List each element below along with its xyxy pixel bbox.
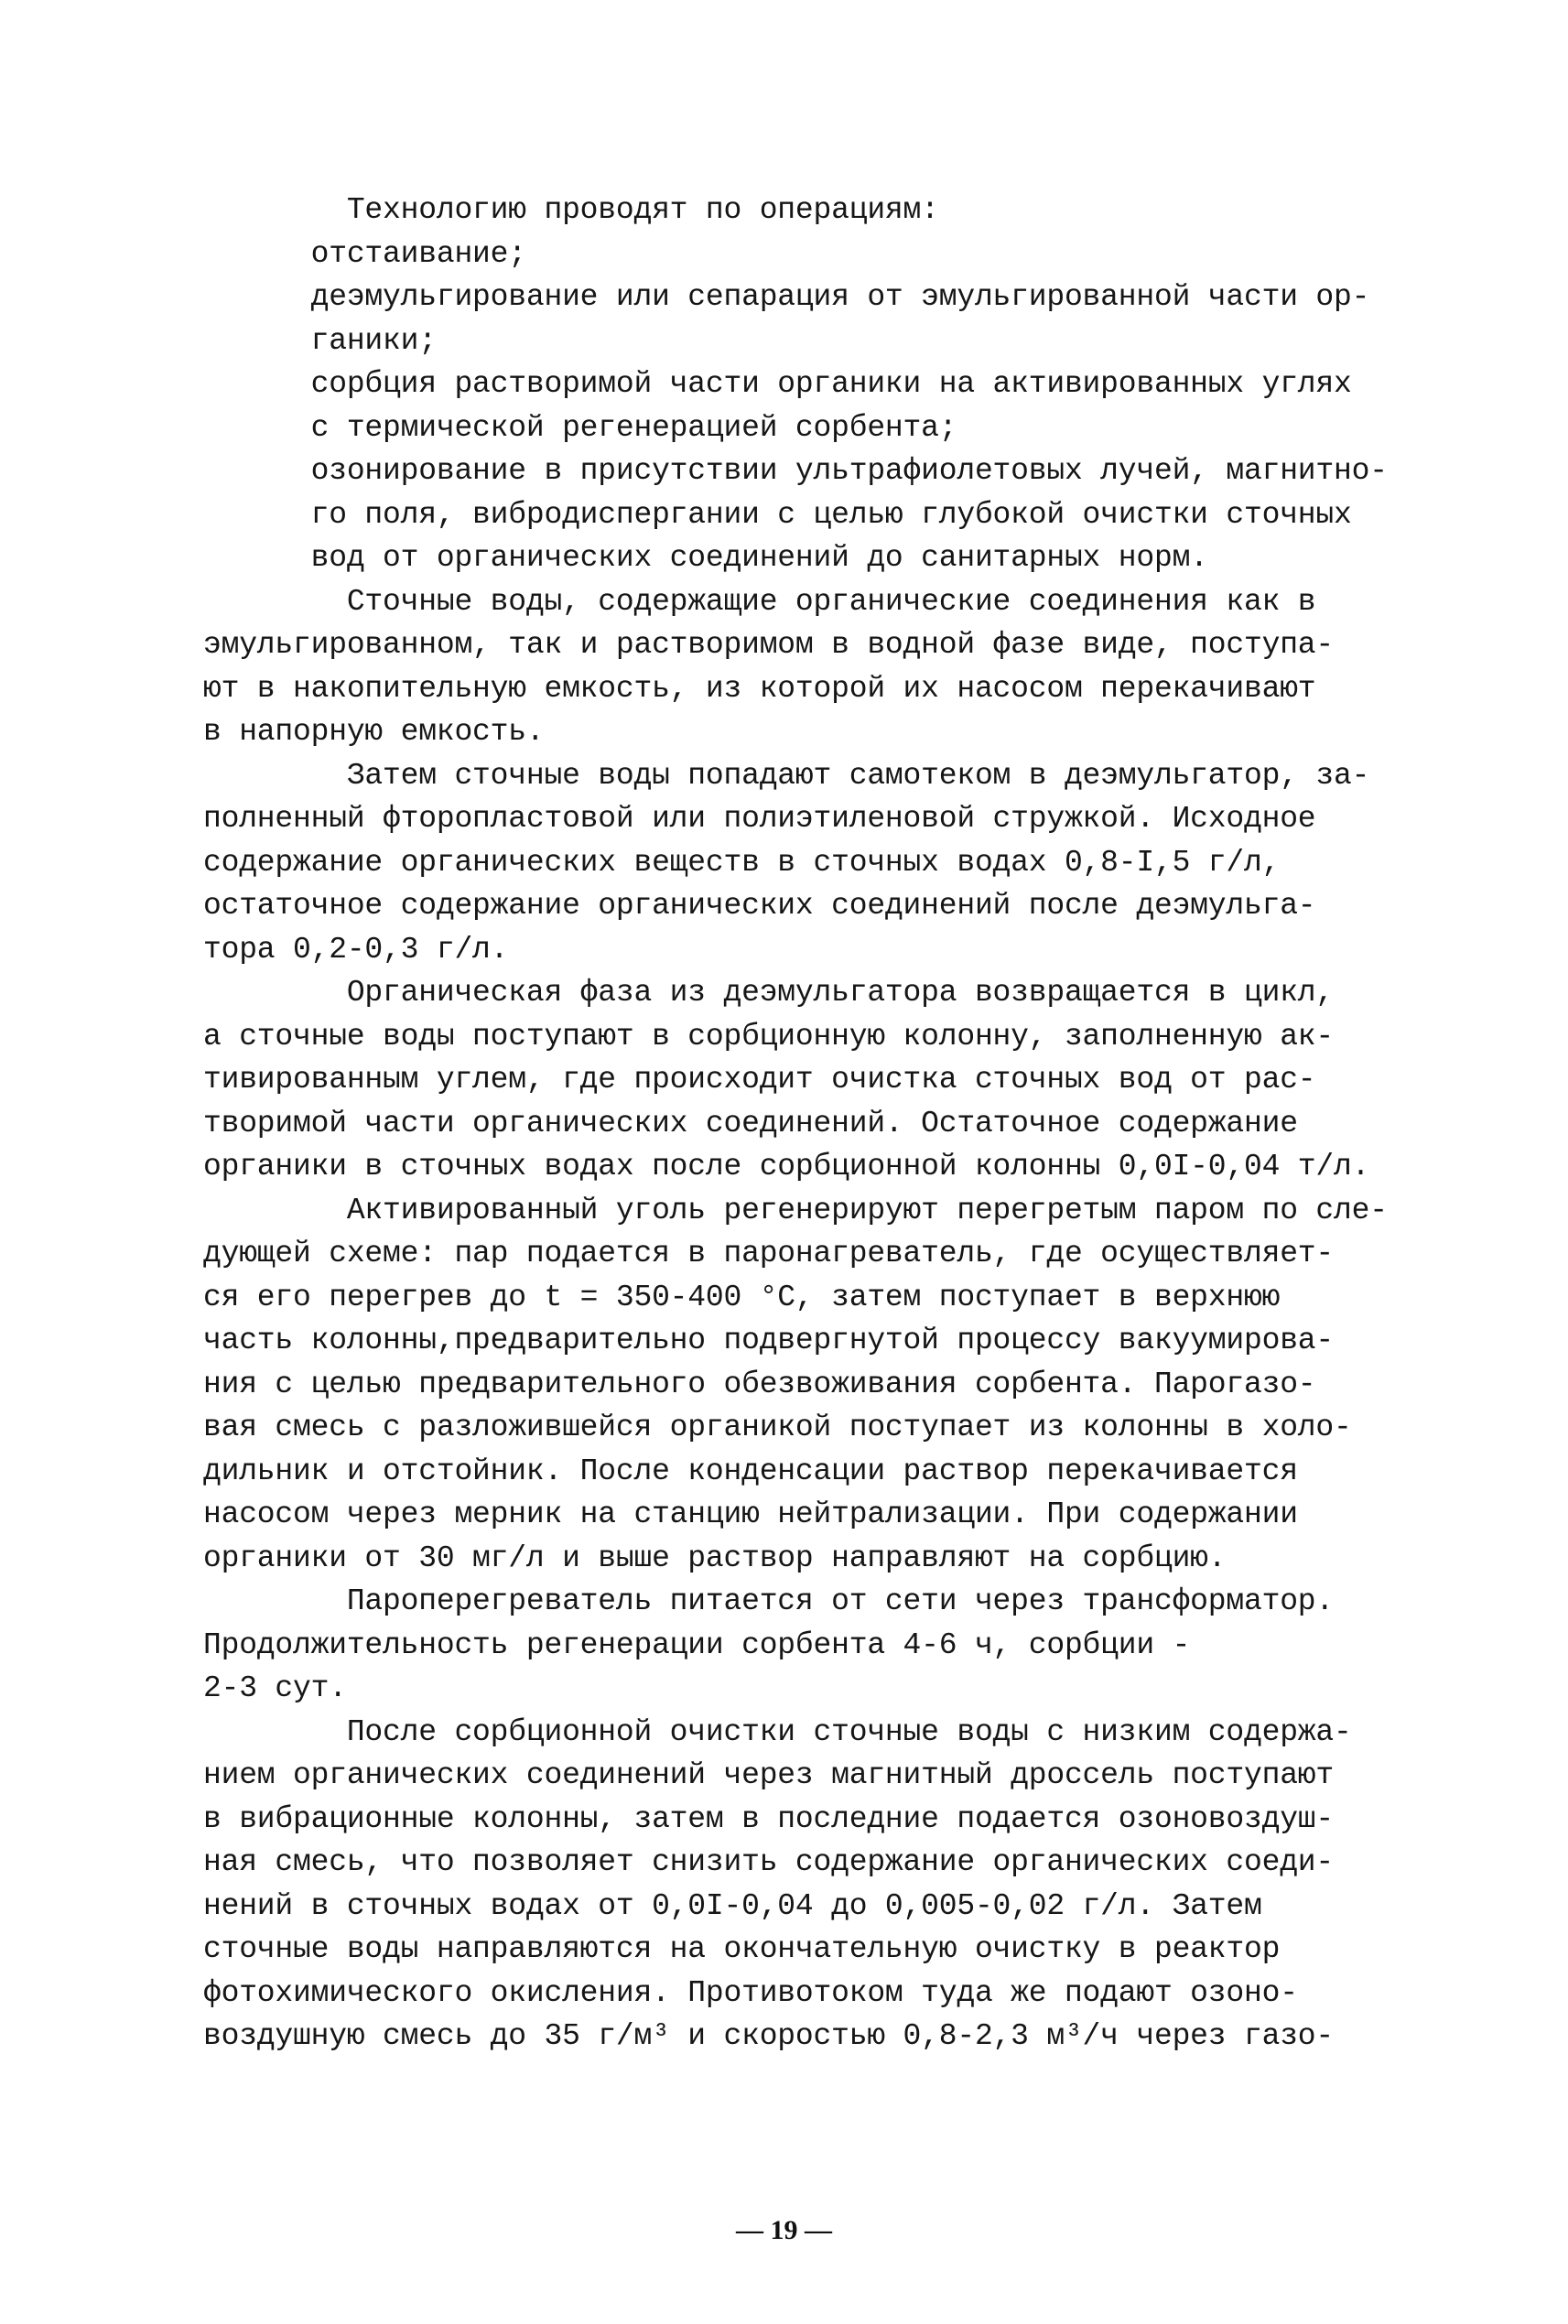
text-line: воздушную смесь до 35 г/м³ и скоростью 0,8-2,3 м³/ч через газо- [203,2019,1335,2053]
text-line: нием органических соединений через магнитный дроссель поступают [203,1758,1335,1792]
text-line: насосом через мерник на станцию нейтрализации. При содержании [203,1497,1298,1531]
text-line: деэмульгирование или сепарация от эмульгированной части ор- [203,280,1370,314]
text-line: эмульгированном, так и растворимом в водной фазе виде, поступа- [203,628,1335,662]
text-line: тора 0,2-0,3 г/л. [203,932,509,967]
text-line: ся его перегрев до t = 350-400 °C, затем поступает в верхнюю [203,1280,1281,1314]
text-line: Активированный уголь регенерируют перегретым паром по сле- [203,1193,1388,1227]
text-line: а сточные воды поступают в сорбционную колонну, заполненную ак- [203,1019,1335,1054]
text-line: сорбция растворимой части органики на активированных углях [203,367,1352,401]
text-line: Технологию проводят по операциям: [203,193,939,227]
text-line: Затем сточные воды попадают самотеком в деэмульгатор, за- [203,758,1370,793]
text-line: полненный фторопластовой или полиэтиленовой стружкой. Исходное [203,802,1316,836]
text-line: озонирование в присутствии ультрафиолетовых лучей, магнитно- [203,454,1388,488]
text-line: После сорбционной очистки сточные воды с низким содержа- [203,1714,1352,1749]
body-text [203,189,1393,2059]
text-line: в напорную емкость. [203,715,545,749]
text-line: с термической регенерацией сорбента; [203,410,957,445]
text-line: остаточное содержание органических соединений после деэмульга- [203,889,1316,923]
text-line: ганики; [203,323,437,358]
text-line: го поля, вибродиспергании с целью глубокой очистки сточных [203,497,1352,532]
page-number: — 19 — [736,2215,832,2245]
text-line: сточные воды направляются на окончательную очистку в реактор [203,1932,1281,1966]
text-line: органики в сточных водах после сорбционной колонны 0,0I-0,04 т/л. [203,1150,1370,1184]
text-line: тивированным углем, где происходит очистка сточных вод от рас- [203,1063,1316,1097]
text-line: Пароперегреватель питается от сети через трансформатор. [203,1584,1335,1618]
text-line: творимой части органических соединений. Остаточное содержание [203,1106,1298,1140]
text-line: в вибрационные колонны, затем в последние подается озоновоздуш- [203,1801,1335,1836]
text-line: нений в сточных водах от 0,0I-0,04 до 0,005-0,02 г/л. Затем [203,1888,1262,1923]
text-line: фотохимического окисления. Противотоком туда же подают озоно- [203,1975,1298,2010]
text-line: дильник и отстойник. После конденсации раствор перекачивается [203,1454,1298,1488]
text-line: ют в накопительную емкость, из которой их насосом перекачивают [203,671,1316,706]
text-line: дующей схеме: пар подается в паронагреватель, где осуществляет- [203,1237,1335,1270]
text-line: Сточные воды, содержащие органические соединения как в [203,584,1316,619]
text-line: вая смесь с разложившейся органикой поступает из колонны в холо- [203,1411,1352,1444]
text-line: ная смесь, что позволяет снизить содержание органических соеди- [203,1845,1335,1879]
text-line: 2-3 сут. [203,1671,347,1705]
text-line: содержание органических веществ в сточных водах 0,8-I,5 г/л, [203,845,1281,880]
text-line: Продолжительность регенерации сорбента 4-6 ч, сорбции - [203,1627,1191,1662]
text-line: часть колонны,предварительно подвергнутой процессу вакуумирова- [203,1324,1335,1357]
text-line: вод от органических соединений до санитарных норм. [203,541,1208,575]
text-line: Органическая фаза из деэмульгатора возвращается в цикл, [203,976,1335,1010]
text-line: отстаивание; [203,236,526,271]
text-line: органики от 30 мг/л и выше раствор направляют на сорбцию. [203,1540,1227,1575]
text-line: ния с целью предварительного обезвоживания сорбента. Парогазо- [203,1367,1316,1401]
